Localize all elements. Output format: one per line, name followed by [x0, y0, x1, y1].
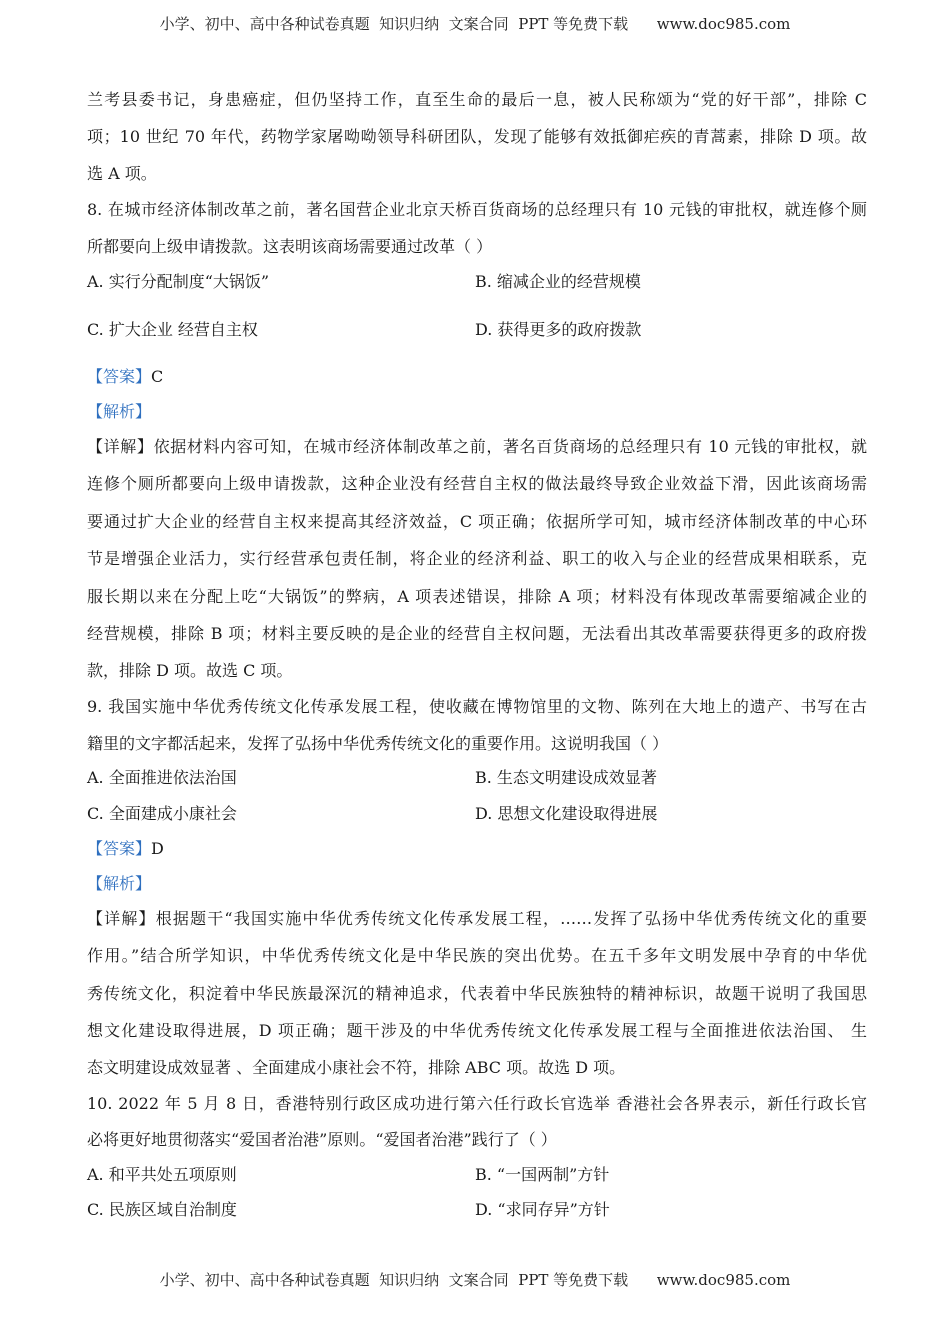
q8-stem-line: 8. 在城市经济体制改革之前，著名国营企业北京天桥百货商场的总经理只有 10 元钱的审批权，就连修个厕: [87, 200, 867, 219]
detail-tag: 【详解】: [87, 909, 156, 928]
analysis-tag: 【解析】: [87, 402, 152, 421]
q10-stem-line: 必将更好地贯彻落实“爱国者治港”原则。“爱国者治港”践行了（ ）: [87, 1130, 557, 1149]
q9-option-b: B. 生态文明建设成效显著: [475, 768, 657, 787]
answer-tag: 【答案】: [87, 839, 152, 858]
q9-detail-line: [87, 908, 867, 930]
q9-detail-line: 想文化建设取得进展，D 项正确；题干涉及的中华优秀传统文化传承发展工程与全面推进依法治国、 生: [87, 1021, 867, 1040]
q9-stem-line: 9. 我国实施中华优秀传统文化传承发展工程，使收藏在博物馆里的文物、陈列在大地上的遗产、书写在古: [87, 697, 867, 716]
q8-option-a: A. 实行分配制度“大锅饭”: [87, 272, 270, 291]
q8-detail-line: 要通过扩大企业的经营自主权来提高其经济效益，C 项正确；依据所学可知，城市经济体制改革的中心环: [87, 512, 867, 531]
detail-tag: 【详解】: [87, 437, 154, 456]
q10-option-a: A. 和平共处五项原则: [87, 1165, 237, 1184]
q8-detail-line: 连修个厕所都要向上级申请拨款，这种企业没有经营自主权的做法最终导致企业效益下滑，因此该商场需: [87, 474, 867, 493]
q8-detail-line: 节是增强企业活力，实行经营承包责任制，将企业的经济利益、职工的收入与企业的经营成果相联系，克: [87, 549, 867, 568]
analysis-tag: 【解析】: [87, 874, 152, 893]
q8-stem-line: 所都要向上级申请拨款。这表明该商场需要通过改革（ ）: [87, 237, 493, 256]
detail-text: 根据题干“我国实施中华优秀传统文化传承发展工程，……发挥了弘扬中华优秀传统文化的重要: [155, 909, 867, 928]
detail-text: 依据材料内容可知，在城市经济体制改革之前，著名百货商场的总经理只有 10 元钱的审批权，就: [153, 437, 867, 456]
q8-detail-line: 服长期以来在分配上吃“大锅饭”的弊病，A 项表述错误，排除 A 项；材料没有体现改革需要缩减企业的: [87, 587, 867, 606]
q8-option-c: C. 扩大企业 经营自主权: [87, 320, 258, 339]
q10-option-c: C. 民族区域自治制度: [87, 1200, 237, 1219]
q10-option-b: B. “一国两制”方针: [475, 1165, 610, 1184]
page-footer: 小学、初中、高中各种试卷真题 知识归纳 文案合同 PPT 等免费下载 www.doc985.com: [159, 1271, 791, 1289]
q9-option-c: C. 全面建成小康社会: [87, 804, 237, 823]
answer-value: D: [151, 839, 164, 858]
page-header: 小学、初中、高中各种试卷真题 知识归纳 文案合同 PPT 等免费下载 www.doc985.com: [159, 15, 791, 33]
q7-explanation-line: 兰考县委书记，身患癌症，但仍坚持工作，直至生命的最后一息，被人民称颂为“党的好干部”，排除 C: [87, 90, 867, 109]
q9-answer: [87, 838, 164, 860]
answer-tag: 【答案】: [87, 367, 152, 386]
q9-option-d: D. 思想文化建设取得进展: [475, 804, 658, 823]
answer-value: C: [151, 367, 164, 386]
q10-option-d: D. “求同存异”方针: [475, 1200, 610, 1219]
q9-option-a: A. 全面推进依法治国: [87, 768, 237, 787]
q8-detail-line: 款，排除 D 项。故选 C 项。: [87, 661, 293, 680]
q8-option-d: D. 获得更多的政府拨款: [475, 320, 642, 339]
q9-analysis-tag: [87, 873, 151, 895]
q7-explanation-line: 项；10 世纪 70 年代，药物学家屠呦呦领导科研团队，发现了能够有效抵御疟疾的青蒿素，排除 D 项。故: [87, 127, 867, 146]
q8-option-b: B. 缩减企业的经营规模: [475, 272, 641, 291]
q8-analysis-tag: [87, 401, 151, 423]
q10-stem-line: 10. 2022 年 5 月 8 日，香港特别行政区成功进行第六任行政长官选举 香港社会各界表示，新任行政长官: [87, 1094, 867, 1113]
q8-detail-line: 经营规模，排除 B 项；材料主要反映的是企业的经营自主权问题，无法看出其改革需要获得更多的政府拨: [87, 624, 867, 643]
q9-detail-line: 秀传统文化，积淀着中华民族最深沉的精神追求，代表着中华民族独特的精神标识，故题干说明了我国思: [87, 984, 867, 1003]
q9-stem-line: 籍里的文字都活起来，发挥了弘扬中华优秀传统文化的重要作用。这说明我国（ ）: [87, 734, 669, 753]
q8-answer: [87, 366, 163, 388]
q9-detail-line: 态文明建设成效显著 、全面建成小康社会不符，排除 ABC 项。故选 D 项。: [87, 1058, 626, 1077]
q7-explanation-line: 选 A 项。: [87, 164, 157, 183]
q8-detail-line: [87, 436, 867, 458]
q9-detail-line: 作用。”结合所学知识，中华优秀传统文化是中华民族的突出优势。在五千多年文明发展中孕育的中华优: [87, 946, 867, 965]
